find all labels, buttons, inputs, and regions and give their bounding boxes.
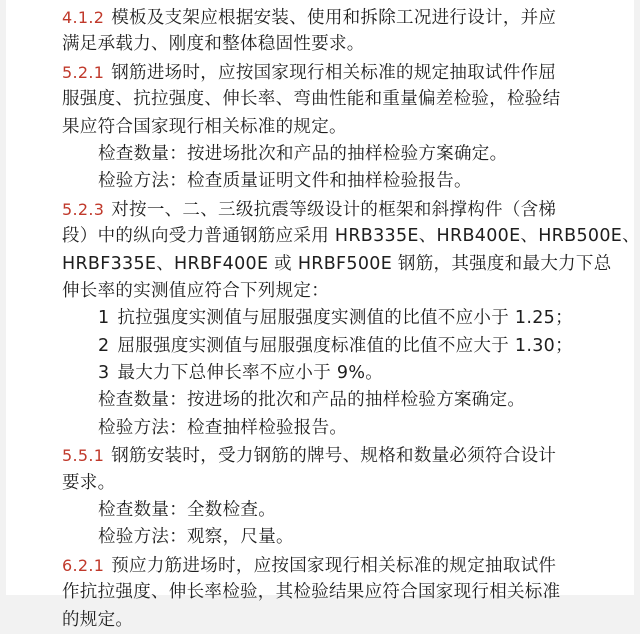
check-method: 检验方法：检查质量证明文件和抽样检验报告。 [98,171,472,192]
clause-text: 的规定。 [62,609,134,630]
clause-text: 对按一、二、三级抗震等级设计的框架和斜撑构件（含梯 [111,199,557,220]
document-content [62,4,640,634]
clause-text: 果应符合国家现行相关标准的规定。 [62,116,347,137]
clause-number: 5.2.3 [62,199,105,219]
item-number: 2 [98,335,110,356]
check-method: 检验方法：观察，尺量。 [98,527,294,548]
item-number: 3 [98,363,110,384]
check-quantity: 检查数量：按进场批次和产品的抽样检验方案确定。 [98,143,508,164]
clause-number: 5.2.1 [62,62,105,82]
list-item [62,333,582,360]
item-text: 抗拉强度实测值与屈服强度实测值的比值不应小于 1.25； [117,308,573,329]
check-method: 检验方法：检查抽样检验报告。 [98,417,348,438]
clause-6-2-1 [62,552,582,634]
clause-text: 段）中的纵向受力普通钢筋应采用 HRB335E、HRB400E、HRB500E、 [62,226,640,247]
clause-text: 预应力筋进场时，应按国家现行相关标准的规定抽取试件 [111,555,557,576]
clause-text: HRBF335E、HRBF400E 或 HRBF500E 钢筋，其强度和最大力下总 [62,253,612,274]
item-text: 屈服强度实测值与屈服强度标准值的比值不应大于 1.30； [117,335,573,356]
item-text: 最大力下总伸长率不应小于 9%。 [117,363,384,384]
clause-5-2-3 [62,196,640,443]
check-quantity: 检查数量：按进场的批次和产品的抽样检验方案确定。 [98,390,526,411]
list-item [62,305,582,332]
clause-text: 伸长率的实测值应符合下列规定： [62,280,329,301]
clause-4-1-2 [62,4,582,59]
item-number: 1 [98,308,110,329]
clause-number: 6.2.1 [62,555,105,575]
clause-text: 满足承载力、刚度和整体稳固性要求。 [62,34,365,55]
clause-text: 模板及支架应根据安装、使用和拆除工况进行设计，并应 [111,8,557,28]
clause-text: 要求。 [62,472,116,493]
clause-text: 作抗拉强度、伸长率检验，其检验结果应符合国家现行相关标准 [62,582,561,603]
clause-5-5-1 [62,442,582,552]
clause-text: 钢筋安装时，受力钢筋的牌号、规格和数量必须符合设计 [111,446,557,467]
clause-text: 钢筋进场时，应按国家现行相关标准的规定抽取试件作屈 [111,62,557,83]
clause-number: 4.1.2 [62,8,105,27]
document-page [6,0,640,630]
clause-text: 服强度、抗拉强度、伸长率、弯曲性能和重量偏差检验，检验结 [62,89,561,110]
check-quantity: 检查数量：全数检查。 [98,500,276,521]
list-item [62,360,582,387]
clause-5-2-1 [62,59,582,196]
clause-number: 5.5.1 [62,446,105,466]
